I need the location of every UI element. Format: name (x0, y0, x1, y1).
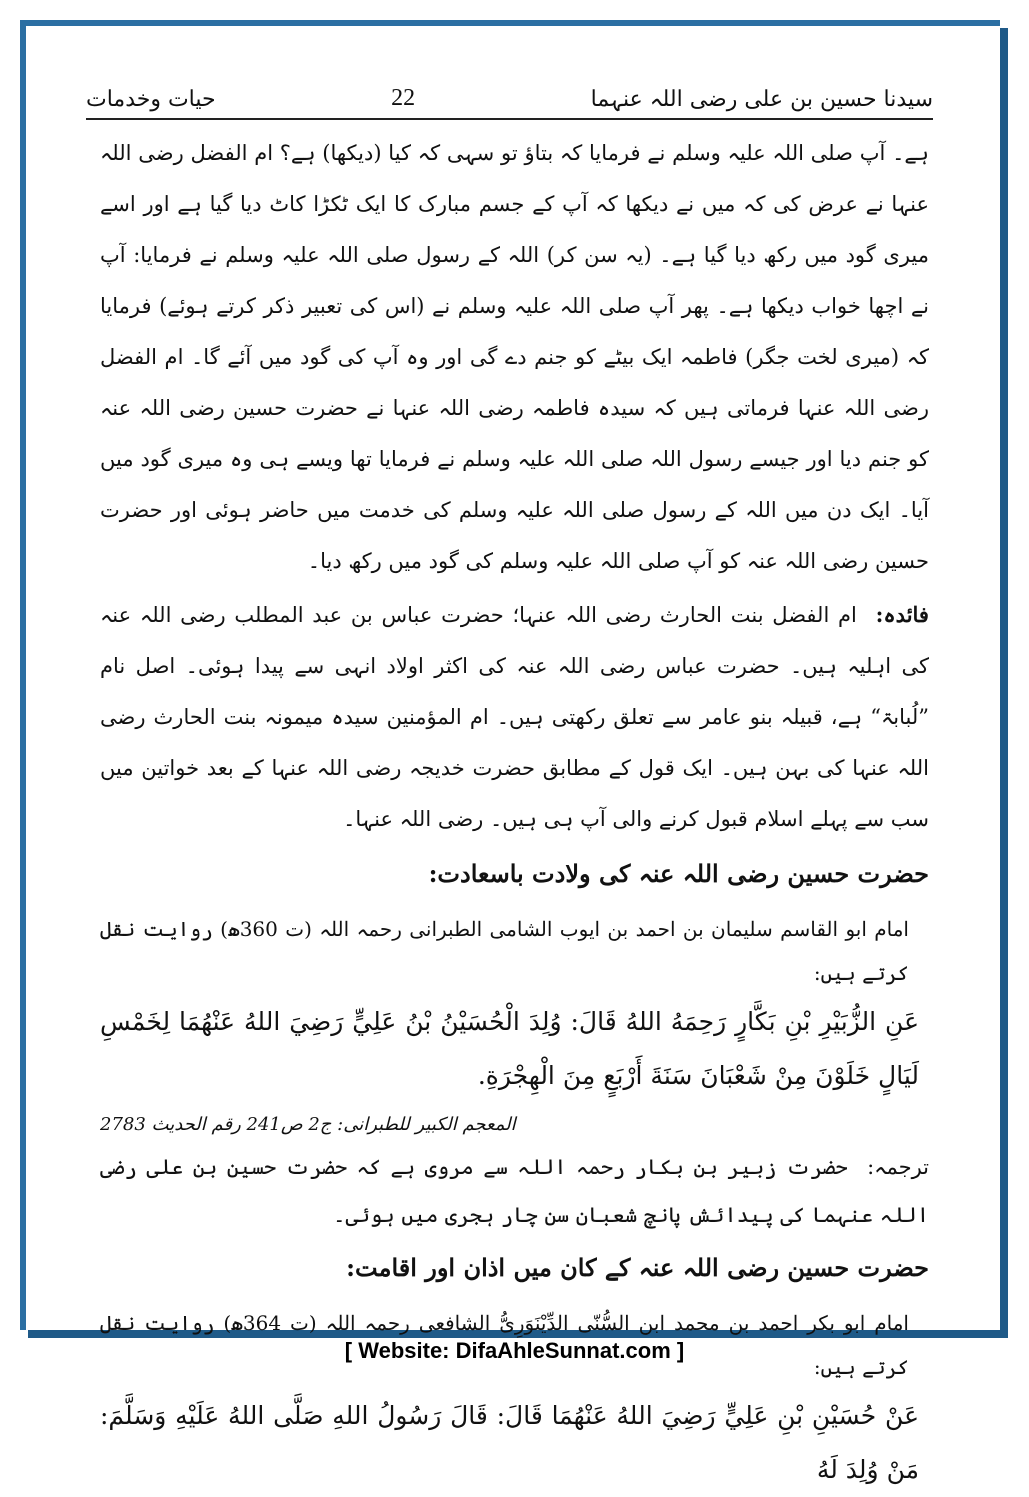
note-text: ام الفضل بنت الحارث رضی اللہ عنہا؛ حضرت عباس بن عبد المطلب رضی اللہ عنہ کی اہلیہ ہیں۔ حضرت عباس رضی اللہ عنہ کی اکثر اولاد انہی سے پیدا ہوئی۔ اصل نام ”لُبابۃ“ ہے، قبیلہ بنو عامر سے تعلق رکھتی ہیں۔ ام المؤمنین سیدہ میمونہ بنت الحارث رضی اللہ عنہا کی بہن ہیں۔ ایک قول کے مطابق حضرت خدیجہ رضی اللہ عنہا کے بعد خواتین میں سب سے پہلے اسلام قبول کرنے والی آپ ہی ہیں۔ رضی اللہ عنہا۔ (100, 603, 929, 831)
arabic-hadith-2: عَنْ حُسَيْنِ بْنِ عَلِيٍّ رَضِيَ اللهُ عَنْهُمَا قَالَ: قَالَ رَسُولُ اللهِ صَلَّى اللهُ عَلَيْهِ وَسَلَّمَ: مَنْ وُلِدَ لَهُ (100, 1401, 919, 1484)
translation-paragraph (100, 1143, 929, 1239)
heading-adhan: حضرت حسین رضی اللہ عنہ کے کان میں اذان اور اقامت: (346, 1253, 929, 1282)
header-section-title: حیات وخدمات (86, 87, 216, 112)
note-paragraph (100, 589, 929, 845)
heading-birth: حضرت حسین رضی اللہ عنہ کی ولادت باسعادت: (428, 859, 929, 888)
reference-1: المعجم الکبیر للطبرانی: ج2 ص241 رقم الحدیث 2783 (100, 1114, 516, 1135)
translation-label: ترجمہ: (867, 1155, 929, 1179)
page-content (100, 128, 929, 1497)
arabic-hadith-1: عَنِ الزُّبَيْرِ بْنِ بَكَّارٍ رَحِمَهُ اللهُ قَالَ: وُلِدَ الْحُسَيْنُ بْنُ عَلِيٍّ رَضِيَ اللهُ عَنْهُمَا لِخَمْسِ لَيَالٍ خَلَوْنَ مِنْ شَعْبَانَ سَنَةَ أَرْبَعٍ مِنَ الْهِجْرَةِ. (100, 1007, 919, 1090)
translation-text: حضرت زبیر بن بکار رحمہ اللہ سے مروی ہے کہ حضرت حسین بن علی رضی اللہ عنہما کی پیدائش پانچ شعبان سن چار ہجری میں ہوئی۔ (100, 1155, 929, 1227)
note-label: فائدہ: (875, 602, 929, 627)
page-number: 22 (391, 85, 416, 111)
footer-website: [ Website: DifaAhleSunnat.com ] (344, 1338, 685, 1363)
narration-2: امام ابو بکر احمد بن محمد ابن السُّنّی الدِّیْنَوَرِیُّ الشافعی رحمہ اللہ (ت 364ھ) روایت نقل کرتے ہیں: (100, 1311, 909, 1379)
paragraph-1: ہے۔ آپ صلی اللہ علیہ وسلم نے فرمایا کہ بتاؤ تو سہی کہ کیا (دیکھا) ہے؟ ام الفضل رضی اللہ عنہا نے عرض کی کہ میں نے دیکھا کہ آپ کے جسم مبارک کا ایک ٹکڑا کاٹ دیا گیا ہے اور اسے میری گود میں رکھ دیا گیا ہے۔ (یہ سن کر) اللہ کے رسول صلی اللہ علیہ وسلم نے فرمایا: آپ نے اچھا خواب دیکھا ہے۔ پھر آپ صلی اللہ علیہ وسلم نے (اس کی تعبیر ذکر کرتے ہوئے) فرمایا کہ (میری لخت جگر) فاطمہ ایک بیٹے کو جنم دے گی اور وہ آپ کی گود میں آئے گا۔ ام الفضل رضی اللہ عنہا فرماتی ہیں کہ سیدہ فاطمہ رضی اللہ عنہا نے حضرت حسین رضی اللہ عنہ کو جنم دیا اور جیسے رسول اللہ صلی اللہ علیہ وسلم نے فرمایا تھا ویسے ہی وہ میری گود میں آیا۔ ایک دن میں اللہ کے رسول صلی اللہ علیہ وسلم کی خدمت میں حاضر ہوئی اور حضرت حسین رضی اللہ عنہ کو آپ صلی اللہ علیہ وسلم کی گود میں رکھ دیا۔ (100, 141, 929, 573)
narration-1: امام ابو القاسم سلیمان بن احمد بن ایوب الشامی الطبرانی رحمہ اللہ (ت 360ھ) روایت نقل کرتے ہیں: (100, 917, 909, 985)
header-book-title: سیدنا حسین بن علی رضی اللہ عنہما (590, 87, 933, 112)
page-header (86, 60, 933, 120)
